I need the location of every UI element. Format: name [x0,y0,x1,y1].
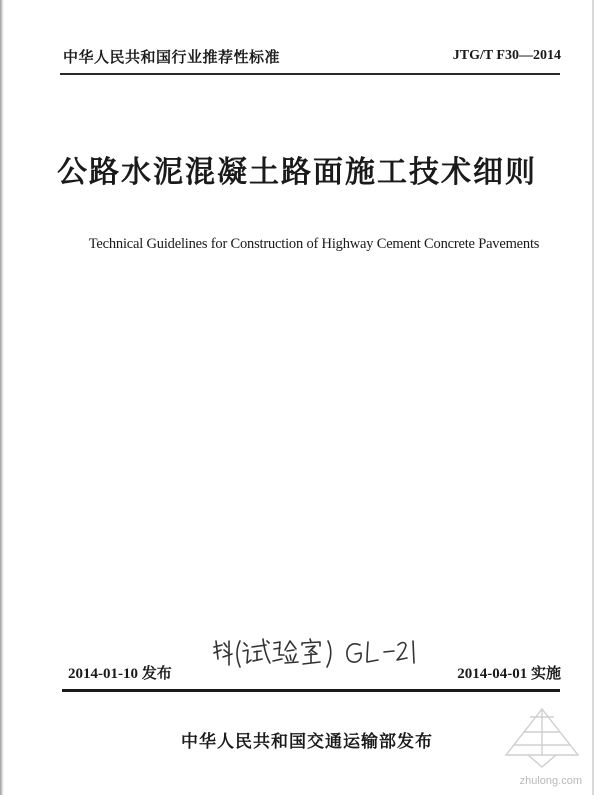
watermark-text: zhulong.com [519,775,582,787]
standard-type-label: 中华人民共和国行业推荐性标准 [63,48,281,66]
watermark [498,705,586,787]
page-edge-shadow [0,0,4,795]
publisher-line: 中华人民共和国交通运输部发布 [181,732,433,752]
issue-date: 2014-01-10 发布 [68,666,172,682]
document-title-chinese: 公路水泥混凝土路面施工技术细则 [57,155,537,190]
handwritten-note [210,633,420,675]
document-title-english: Technical Guidelines for Construction of Highway Cement Concrete Pavements [88,236,540,252]
header-divider [60,73,560,75]
handwritten-note-drawing [210,633,420,675]
standard-code: JTG/T F30—2014 [452,48,561,63]
zhulong-logo-icon [498,705,586,771]
footer-divider [62,689,560,692]
implementation-date: 2014-04-01 实施 [457,666,561,682]
